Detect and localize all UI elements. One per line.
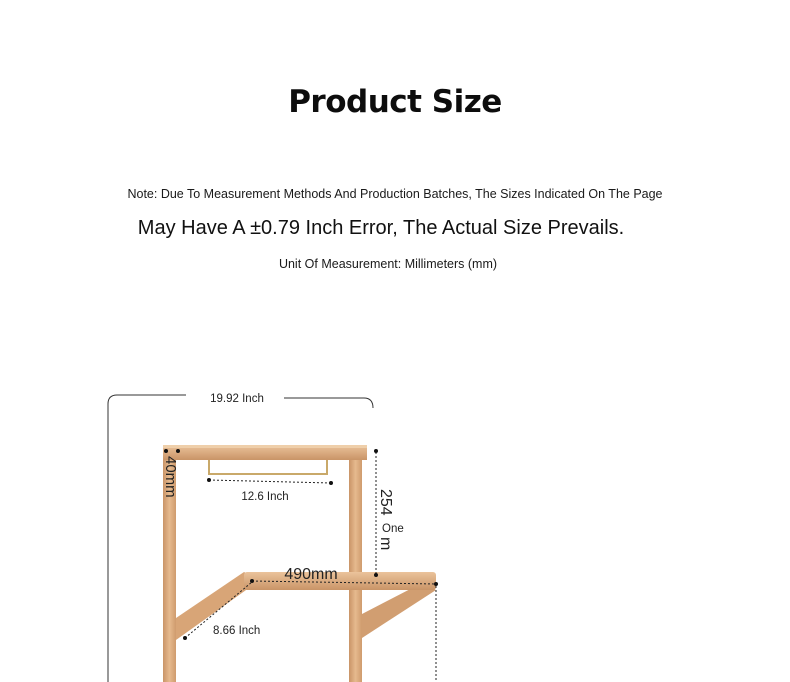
brace-length-label: 8.66 Inch (213, 625, 261, 637)
rail-width-label: 12.6 Inch (241, 491, 289, 503)
back-frame (163, 445, 367, 682)
right-height-label: 254 (377, 489, 394, 516)
brass-rail (209, 460, 327, 474)
right-height-note: One (382, 523, 404, 535)
shelf-width-label: 490mm (284, 566, 338, 583)
measurement-note: Note: Due To Measurement Methods And Production Batches, The Sizes Indicated On The Page (127, 187, 663, 201)
error-tolerance-line: May Have A ±0.79 Inch Error, The Actual Size Prevails. (137, 217, 625, 239)
unit-of-measurement: Unit Of Measurement: Millimeters (mm) (278, 257, 498, 271)
top-width-label: 19.92 Inch (210, 393, 264, 405)
left-height-label: 40mm (162, 456, 179, 498)
right-height-unit-label: m (377, 537, 394, 551)
top-width-bracket (108, 395, 373, 682)
page-title: Product Size (288, 84, 502, 120)
